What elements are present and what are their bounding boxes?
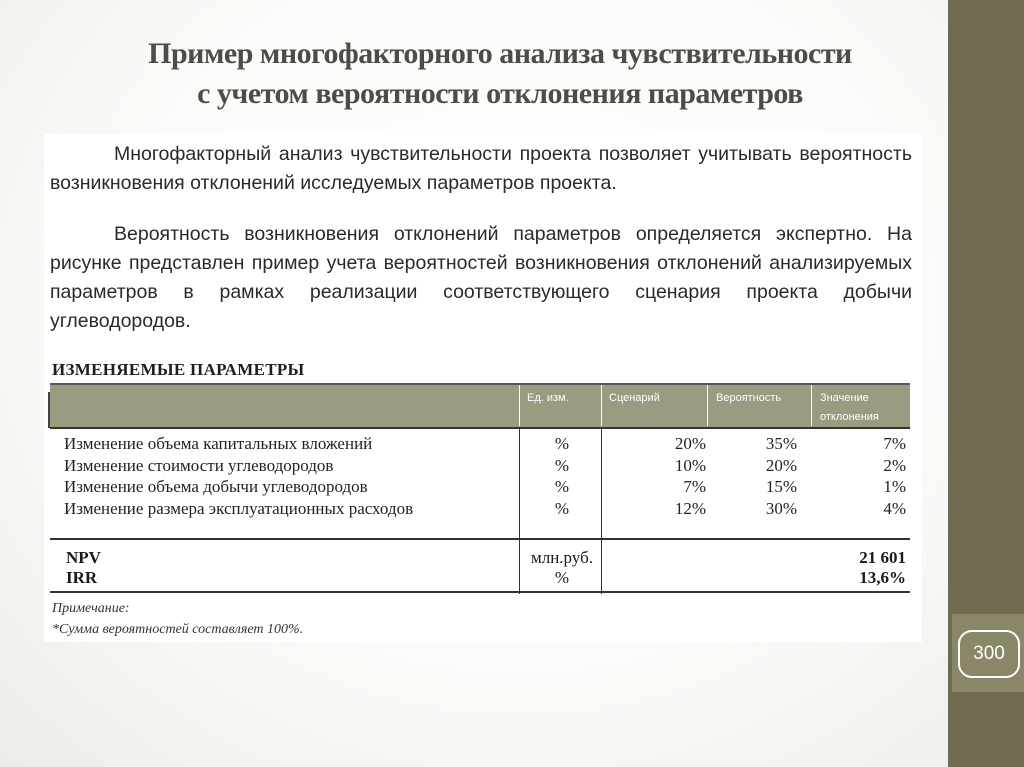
table-note: [52, 598, 303, 640]
total-name: IRR: [66, 568, 98, 587]
header-unit: Ед. изм.: [527, 392, 569, 404]
total-name: NPV: [66, 548, 101, 567]
note-label: Примечание:: [52, 601, 130, 616]
scanned-document: [44, 134, 922, 642]
param-unit: %: [554, 498, 570, 518]
header-divider: [519, 385, 520, 426]
param-probability: 35%: [765, 434, 797, 453]
param-deviation: 7%: [883, 434, 906, 453]
note-text: *Сумма вероятностей составляет 100%.: [52, 622, 304, 637]
paragraph-2: Вероятность возникновения отклонений параметров определяется экспертно. На рисунке представлен пример учета вероятностей возникновения отклонений анализируемых параметров в рамках реализации соответствующего сценария проекта добычи углеводородов.: [50, 223, 912, 332]
totals-row-irr: [44, 568, 914, 588]
totals-row-npv: [44, 548, 914, 568]
param-probability: 15%: [765, 477, 797, 496]
paragraph-1: Многофакторный анализ чувствительности проекта позволяет учитывать вероятность возникновения отклонений исследуемых параметров проекта.: [50, 143, 912, 194]
table-rule: [50, 427, 910, 429]
param-name: Изменение размера эксплуатационных расходов: [64, 498, 414, 518]
table-row: [44, 434, 914, 456]
slide-title: [60, 34, 940, 114]
total-unit: млн.руб.: [530, 548, 594, 567]
header-probability: Вероятность: [716, 392, 782, 404]
header-scenario: Сценарий: [609, 392, 660, 404]
param-probability: 30%: [765, 498, 797, 518]
param-name: Изменение объема добычи углеводородов: [64, 477, 368, 496]
param-unit: %: [554, 477, 570, 496]
param-probability: 20%: [765, 455, 797, 475]
header-divider: [811, 385, 812, 426]
table-row: [44, 477, 914, 499]
slide-title-line-1: Пример многофакторного анализа чувствительности: [148, 37, 852, 70]
param-unit: %: [554, 455, 570, 475]
param-deviation: 1%: [883, 477, 906, 496]
header-deviation: Значение отклонения: [820, 392, 879, 423]
total-value: 21 601: [859, 548, 906, 567]
table-body: [44, 434, 914, 520]
param-scenario: 7%: [683, 477, 706, 496]
param-scenario: 20%: [674, 434, 706, 453]
param-name: Изменение стоимости углеводородов: [64, 455, 334, 475]
param-deviation: 2%: [883, 455, 906, 475]
table-section-label: ИЗМЕНЯЕМЫЕ ПАРАМЕТРЫ: [52, 360, 305, 379]
param-scenario: 12%: [674, 498, 706, 518]
param-scenario: 10%: [674, 455, 706, 475]
table-rule: [50, 538, 910, 540]
total-value: 13,6%: [859, 568, 906, 587]
table-row: [44, 499, 914, 521]
param-unit: %: [554, 434, 570, 453]
param-deviation: 4%: [883, 498, 906, 518]
table-totals: [44, 548, 914, 588]
table-row: [44, 456, 914, 478]
slide-title-line-2: с учетом вероятности отклонения параметров: [197, 77, 803, 110]
table-rule: [50, 591, 910, 593]
param-name: Изменение объема капитальных вложений: [64, 434, 373, 453]
header-divider: [601, 385, 602, 426]
page-number: 300: [958, 630, 1020, 678]
total-unit: %: [554, 568, 570, 587]
header-divider: [707, 385, 708, 426]
